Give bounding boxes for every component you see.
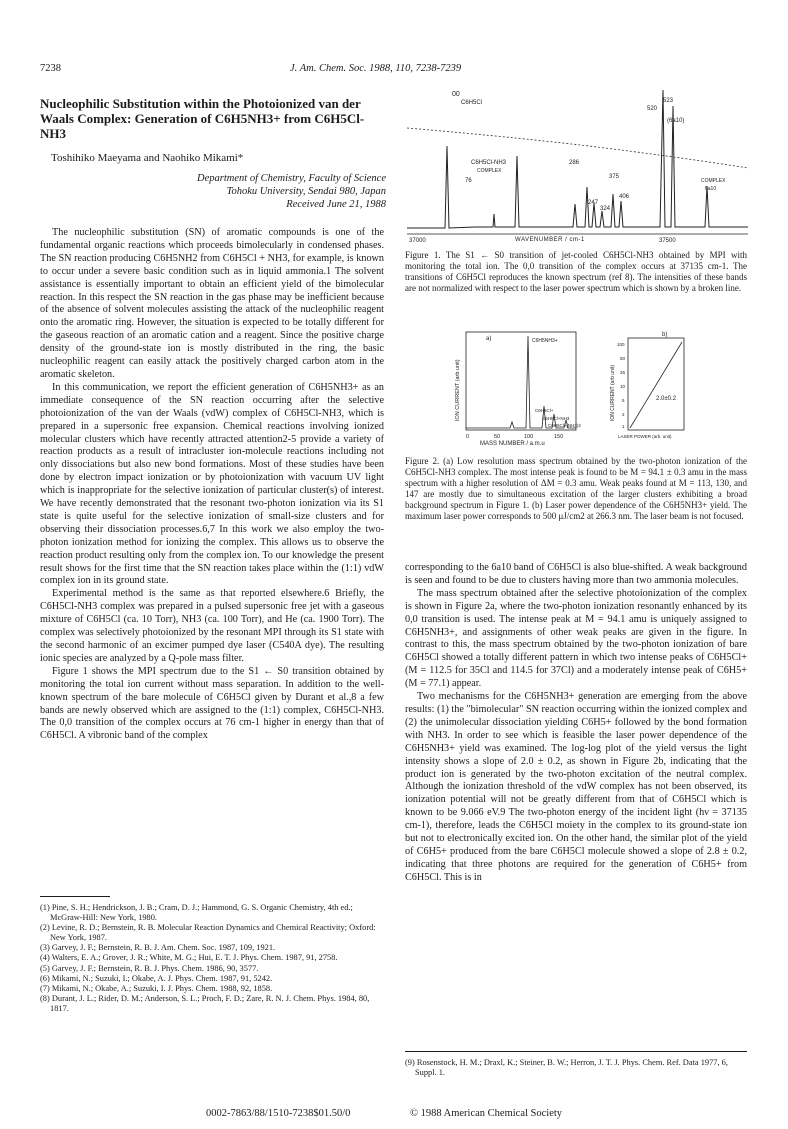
figure2-caption: Figure 2. (a) Low resolution mass spectrum obtained by the two-photon ionization of the C6H5Cl-NH3 complex. The most intense peak is found to be M = 94.1 ± 0.3 amu in the mass spectrum with a higher resolution of ΔM = 0.3 amu. Weak peaks found at M = 113, 130, and 147 are mostly due to simultaneous excitation of the larger clusters exhibiting a broad background spectrum in Figure 1. (b) Laser power dependence of the C6H5NH3+ yield. The maximum laser power corresponds to 500 μJ/cm2 at 266.3 nm. The laser beam is not focused. [405, 456, 747, 521]
xlabel-b: LASER POWER (arb. unit) [618, 434, 672, 439]
panel-a-label: a) [486, 336, 492, 342]
label-species-complex: C6H5Cl-NH3 [471, 160, 507, 166]
figure1-x-label: WAVENUMBER / cm-1 [515, 237, 585, 243]
xtick-a-150: 150 [554, 434, 564, 440]
xtick-a-0: 0 [466, 434, 470, 440]
references-right [405, 1058, 747, 1078]
paragraph: Figure 1 shows the MPI spectrum due to the S1 ← S0 transition obtained by monitoring the total ion current without mass separation. In addition to the well-known spectrum of the bare molecule of C6H5Cl given by Durant et al.,8 a few bands are newly observed which are assigned to the (1:1) complex, C6H5Cl-NH3. The 0,0 transition of the complex occurs at 76 cm-1 higher in energy than that of C6H5Cl. A vibronic band of the complex [40, 665, 384, 742]
affiliation-line1: Department of Chemistry, Faculty of Science [197, 173, 386, 184]
reference-item: (2) Levine, R. D.; Bernstein, R. B. Molecular Reaction Dynamics and Chemical Reactivity; Oxford: New York, 1987. [40, 923, 376, 943]
figure2-xlabel-a: MASS NUMBER / a.m.u [480, 441, 545, 447]
label-species-top: C6H5Cl [461, 100, 483, 106]
references-left [40, 903, 384, 1014]
panel-b-label: b) [662, 332, 668, 338]
left-column-body [40, 227, 384, 743]
reference-item: (5) Garvey, J. F.; Bernstein, R. B. J. Phys. Chem. 1986, 90, 3577. [40, 963, 259, 973]
label-247: 247 [588, 200, 599, 206]
page-number: 7238 [40, 63, 61, 74]
xtick-a-50: 50 [494, 434, 501, 440]
ytick-b-50: 50 [620, 356, 626, 361]
label-6a10: (6a10) [667, 118, 685, 124]
paragraph: In this communication, we report the efficient generation of C6H5NH3+ as an immediate consequence of the SN reaction occurring after the selective photoionization of the van der Waals (vdW) complex of C6H5Cl-NH3, which is prepared in a supersonic free expansion. Chemical reactions involving ionized molecular clusters which have recently attracted attention2-5 provide a variety of reaction products as a result of intracluster ion-molecule reactions including not only dissociations but also new bond formations. Most of these studies have been done by electron impact ionization or by photoionization with vacuum UV light which is inappropriate for the selective ionization of particular cluster(s) of interest. We have recently demonstrated that the resonant two-photon ionization via its S1 state is quite useful for the selective ionization of small-size clusters and for observing their dissociation processes.6,7 In this work we also employ the two-photon ionization method for ionizing the complex. This allows us to observe the reaction product resulting only from the complex ion. To our knowledge the present result shows for the first time that the SN reaction takes place within the (1:1) vdW complex ion in its ground state. [40, 381, 384, 587]
ytick-b-1: 1 [622, 424, 625, 429]
footnote-divider [40, 896, 110, 897]
label-complex-word: COMPLEX [477, 168, 502, 174]
reference-item: (1) Pine, S. H.; Hendrickson, J. B.; Cram, D. J.; Hammond, G. S. Organic Chemistry, 4th ed.; McGraw-Hill: New York, 1980. [40, 903, 353, 923]
ytick-b-5: 5 [622, 398, 625, 403]
label-375: 375 [609, 174, 620, 180]
xtick-37500: 37500 [659, 238, 676, 244]
label-324: 324 [600, 206, 611, 212]
label-00: 00 [452, 91, 460, 98]
label-complex-right: COMPLEX [701, 178, 726, 184]
affiliation [86, 172, 386, 211]
footnote-divider-right [405, 1051, 747, 1052]
figure1-caption: Figure 1. The S1 ← S0 transition of jet-cooled C6H5Cl-NH3 obtained by MPI with monitoring the total ion. The 0,0 transition of the complex occurs at 37135 cm-1. The transitions of C6H5Cl reproduces the known spectrum (ref 8). The intensities of these bands are not normalized with respect to the laser power spectrum which is shown by a broken line. [405, 250, 747, 293]
label-6a10-right: 6a10 [705, 186, 717, 192]
paragraph: corresponding to the 6a10 band of C6H5Cl is also blue-shifted. A weak background is seen and found to be due to clusters having more than two ammonia molecules. [405, 562, 747, 586]
received-date: Received June 21, 1988 [286, 199, 386, 210]
label-76: 76 [465, 178, 472, 184]
mass-spectrum-trace [466, 336, 576, 428]
journal-citation: J. Am. Chem. Soc. 1988, 110, 7238-7239 [290, 63, 462, 74]
ytick-b-100: 100 [617, 342, 625, 347]
peak-main-label: C6H5NH3+ [532, 338, 558, 344]
reference-item: (4) Walters, E. A.; Grover, J. R.; White, M. G.; Hui, E. T. J. Phys. Chem. 1987, 91, 2758. [40, 953, 338, 963]
figure1-spectrum [405, 86, 750, 246]
peak-label-cl-nh3-2: C6H5Cl+(NH3)2 [548, 423, 581, 428]
ytick-b-2: 2 [622, 412, 625, 417]
paragraph: The nucleophilic substitution (SN) of aromatic compounds is one of the fundamental organic reactions which proceeds bimolecularly in condensed phases. The SN reaction producing C6H5NH2 from C6H5Cl + NH3, for example, is known to occur under a severe basic condition such as in liquid ammonia.1 The solvent assistance is essentially important to obtain an efficient yield of the bimolecular reaction. In this respect the SN reaction in the gas phase may be inefficient because of the absence of solvent molecules assisting the attack of the nucleophilic reagent onto the aromatic ring. However, the situation is expected to be totally different for the gaseous reaction of an aromatic cation and a reagent. Since the positive charge density of the ground-state ion is mostly distributed in the ring, the basic nucleophilic reagent can easily attack the positively charged carbon atom in the aromatic skeleton. [40, 227, 384, 380]
reference-item: (8) Durant, J. L.; Rider, D. M.; Anderson, S. L.; Proch, F. D.; Zare, R. N. J. Chem. Phys. 1984, 80, 1817. [40, 993, 370, 1013]
reference-item: (9) Rosenstock, H. M.; Draxl, K.; Steiner, B. W.; Herron, J. T. J. Phys. Chem. Ref. Data 1977, 6, Suppl. 1. [405, 1058, 728, 1078]
label-520: 520 [647, 106, 658, 112]
panel-b-frame [628, 338, 684, 430]
ylabel-a: ION CURRENT (arb unit) [455, 359, 461, 421]
footer-copyright: © 1988 American Chemical Society [410, 1108, 563, 1119]
label-286: 286 [569, 160, 580, 166]
label-406: 406 [619, 194, 630, 200]
xtick-37000: 37000 [409, 238, 426, 244]
article-title: Nucleophilic Substitution within the Photoionized van der Waals Complex: Generation of C6H5NH3+ from C6H5Cl-NH3 [40, 96, 365, 141]
slope-label: 2.0±0.2 [656, 396, 676, 402]
ylabel-b: ION CURRENT (arb unit) [610, 364, 616, 421]
label-523: 523 [663, 98, 674, 104]
slope-line [630, 342, 682, 428]
reference-item: (6) Mikami, N.; Suzuki, I.; Okabe, A. J. Phys. Chem. 1987, 91, 5242. [40, 973, 273, 983]
paragraph: Experimental method is the same as that reported elsewhere.6 Briefly, the C6H5Cl-NH3 complex was prepared in a pulsed supersonic free jet with a gaseous mixture of C6H5Cl (ca. 10 Torr), NH3 (ca. 100 Torr), and He (ca. 1900 Torr). The complex was selectively photoionized by the resonant MPI through its S1 state with the second harmonic of an excimer pumped dye laser (C540A dye). The resulting ionic species are analyzed by a Q-pole mass filter. [40, 588, 384, 664]
ytick-b-25: 25 [620, 370, 626, 375]
paragraph: Two mechanisms for the C6H5NH3+ generation are emerging from the above results: (1) the "bimolecular" SN reaction occurring within the ionized complex and (2) the unimolecular dissociation yielding C6H5+ followed by the bond formation with NH3. In order to see which is feasible the laser power dependence of the C6H5NH3+ yield was examined. The log-log plot of the yield versus the light intensity shows a slope of 2.0 ± 0.2, as shown in Figure 2b, indicating that the product ion is generated by the two-photon excitation of the neutral complex. Although the ionization threshold of the vdW complex has not been observed, its ionization potential will not be greatly different from that of C6H5Cl which is known to be 9.066 eV.9 The two-photon energy of the incident light (hν = 37135 cm-1), therefore, leads the C6H5Cl moiety in the complex to its ground-state ion but not to electronically excited ion. On the other hand, the similar plot of the yield of C6H5+ produced from the bare C6H5Cl molecule showed a slope of 2.8 ± 0.2, indicating that three photons are required for the generation of C6H5+ from C6H5Cl. This is in [405, 691, 747, 883]
figure1-trace [407, 90, 748, 228]
peak-label-cl: C6H5Cl+ [535, 408, 554, 413]
xtick-a-100: 100 [524, 434, 534, 440]
peak-label-cl-nh3: C6H5Cl+NH3 [542, 416, 570, 421]
footer-code: 0002-7863/88/1510-7238$01.50/0 [206, 1108, 351, 1119]
reference-item: (7) Mikami, N.; Okabe, A.; Suzuki, I. J. Phys. Chem. 1988, 92, 1858. [40, 983, 273, 993]
paragraph: The mass spectrum obtained after the selective photoionization of the complex is shown in Figure 2a, where the two-photon ionization resonantly enhanced by its 0,0 transition is used. The intense peak at M = 94.1 amu is uniquely assigned to C6H5NH3+, and assignments of other weak peaks are given in the figure. In contrast to this, the mass spectrum obtained by the two-photon ionization of bare C6H5Cl showed a totally different pattern in which two intense peaks of C6H5Cl+ (M = 112.5 for 35Cl and 114.5 for 37Cl) and a moderately intense peak of C6H5+ (M = 77.1) appear. [405, 587, 747, 690]
reference-item: (3) Garvey, J. F.; Bernstein, R. B. J. Am. Chem. Soc. 1987, 109, 1921. [40, 943, 276, 953]
ytick-b-10: 10 [620, 384, 626, 389]
figure2-plots [450, 326, 700, 444]
right-column-body [405, 562, 747, 885]
affiliation-line2: Tohoku University, Sendai 980, Japan [226, 186, 386, 197]
authors: Toshihiko Maeyama and Naohiko Mikami* [51, 152, 244, 164]
